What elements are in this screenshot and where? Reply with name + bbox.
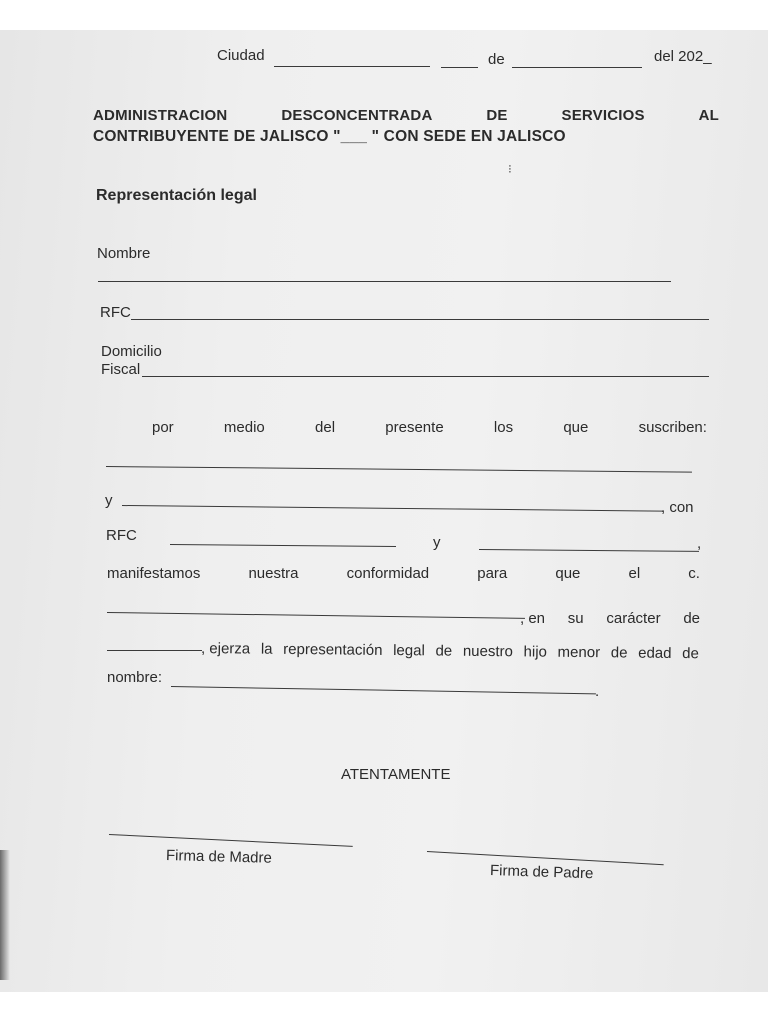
representation-word: de — [610, 644, 628, 662]
caracter-word: carácter — [606, 610, 661, 627]
con-label: , con — [661, 499, 694, 516]
rfc-signers-label: RFC — [106, 527, 137, 544]
rfc-signer-two-line — [479, 549, 699, 552]
closing-atentamente: ATENTAMENTE — [341, 766, 451, 783]
address-field-line — [142, 376, 709, 377]
representation-word: hijo — [523, 643, 548, 661]
conformity-word: para — [477, 565, 508, 582]
intro-word: del — [315, 419, 336, 436]
representation-word: de — [682, 645, 699, 663]
y-label: y — [105, 492, 113, 509]
conformity-word: que — [555, 565, 581, 582]
conformity-word: manifestamos — [107, 565, 201, 582]
city-label: Ciudad — [217, 47, 265, 64]
address-label-line2: Fiscal — [101, 361, 141, 378]
intro-word: presente — [385, 419, 444, 436]
office-title-line2: CONTRIBUYENTE DE JALISCO "___ " CON SEDE EN JALISCO — [93, 128, 566, 145]
representation-word: legal — [393, 642, 425, 660]
section-title: Representación legal — [96, 187, 257, 204]
city-blank-line — [274, 66, 430, 67]
intro-word: los — [493, 419, 514, 436]
mother-signature-line — [109, 834, 353, 847]
title-word: ADMINISTRACION — [93, 107, 228, 124]
mother-signature-label: Firma de Madre — [165, 847, 273, 867]
representation-word: la — [260, 640, 273, 658]
month-blank-line — [512, 67, 642, 68]
signer-one-line — [106, 466, 692, 473]
representation-word: , ejerza — [200, 640, 251, 658]
intro-word: suscriben: — [638, 419, 707, 436]
conformity-sentence — [107, 565, 700, 582]
caracter-word: de — [683, 610, 700, 627]
representation-word: representación — [283, 640, 383, 659]
period-mark: . — [595, 683, 600, 700]
caracter-word: su — [567, 610, 584, 627]
form-sheet — [0, 30, 768, 992]
caracter-word: , en — [520, 610, 546, 627]
intro-sentence — [152, 419, 707, 436]
name-label: Nombre — [97, 245, 151, 262]
conformity-word: el — [628, 565, 641, 582]
representation-word: edad — [638, 644, 672, 662]
representation-word: nuestro — [462, 642, 513, 661]
representation-word: menor — [557, 643, 601, 662]
rfc-signer-one-line — [170, 544, 396, 547]
day-blank-line — [441, 67, 478, 68]
conformity-word: nuestra — [248, 565, 299, 582]
address-label-line1: Domicilio — [101, 343, 162, 360]
title-word: SERVICIOS — [561, 107, 645, 124]
y2-label: y — [433, 534, 441, 551]
intro-word: por — [152, 419, 174, 436]
signer-two-line — [122, 505, 663, 512]
de-label: de — [488, 51, 505, 68]
comma-rfc: , — [697, 535, 702, 552]
document-photo — [0, 30, 768, 992]
edge-shadow — [0, 850, 10, 980]
rfc-label: RFC — [100, 304, 131, 321]
conformity-word: conformidad — [346, 565, 430, 582]
title-word: DE — [486, 107, 508, 124]
representative-name-line — [107, 612, 525, 619]
intro-word: medio — [223, 419, 265, 436]
title-word: DESCONCENTRADA — [281, 107, 433, 124]
office-title-line1 — [93, 107, 719, 124]
title-word: AL — [698, 107, 719, 124]
name-field-line — [98, 281, 671, 282]
caracter-phrase — [520, 610, 700, 627]
relationship-line — [107, 650, 202, 651]
minor-name-line — [171, 686, 596, 694]
rfc-field-line — [131, 319, 709, 320]
minor-name-label: nombre: — [107, 669, 163, 686]
representation-word: de — [435, 642, 453, 660]
intro-word: que — [563, 419, 589, 436]
representation-sentence — [201, 640, 699, 662]
year-label: del 202_ — [654, 48, 712, 65]
stray-mark: ⁝ — [508, 162, 512, 176]
father-signature-label: Firma de Padre — [489, 862, 594, 883]
conformity-word: c. — [688, 565, 700, 582]
